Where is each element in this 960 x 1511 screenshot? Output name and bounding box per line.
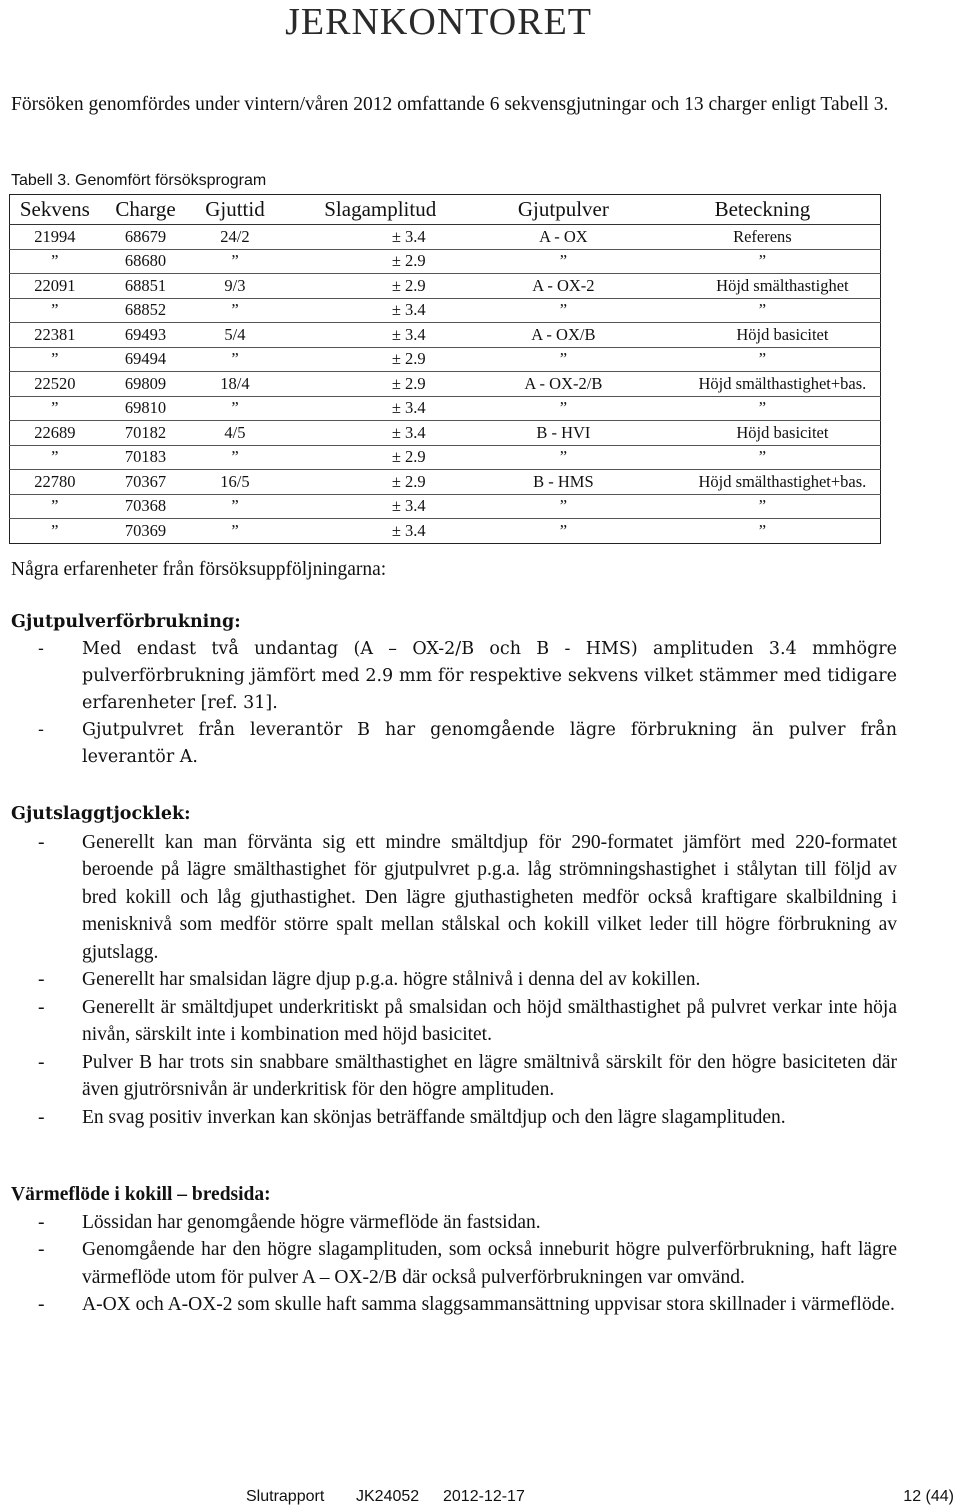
cell-gjutpulver: B - HMS xyxy=(482,470,645,495)
cell-slagamplitud: ± 2.9 xyxy=(279,249,482,274)
cell-gjuttid: ” xyxy=(191,298,278,323)
footer-report: Slutrapport xyxy=(246,1488,325,1505)
cell-sekvens: 22381 xyxy=(10,323,100,348)
list-item: - Generellt har smalsidan lägre djup p.g.a. högre stålnivå i denna del av kokillen. xyxy=(11,966,897,994)
cell-charge: 70367 xyxy=(100,470,192,495)
cell-slagamplitud: ± 2.9 xyxy=(279,372,482,397)
table-header-row xyxy=(10,195,881,225)
cell-gjutpulver: ” xyxy=(482,519,645,544)
table-row xyxy=(10,225,881,250)
cell-gjutpulver: ” xyxy=(482,347,645,372)
cell-slagamplitud: ± 3.4 xyxy=(279,421,482,446)
cell-beteckning: Höjd smälthastighet+bas. xyxy=(645,470,881,495)
cell-sekvens: ” xyxy=(10,298,100,323)
cell-sekvens: ” xyxy=(10,494,100,519)
cell-sekvens: 22520 xyxy=(10,372,100,397)
table-row xyxy=(10,249,881,274)
cell-gjutpulver: ” xyxy=(482,249,645,274)
cell-gjutpulver: ” xyxy=(482,396,645,421)
section-heading: Värmeflöde i kokill – bredsida: xyxy=(11,1184,271,1205)
cell-gjuttid: ” xyxy=(191,249,278,274)
cell-slagamplitud: ± 2.9 xyxy=(279,347,482,372)
col-header-sekvens: Sekvens xyxy=(10,195,100,225)
cell-slagamplitud: ± 3.4 xyxy=(279,396,482,421)
cell-gjuttid: ” xyxy=(191,445,278,470)
cell-gjutpulver: ” xyxy=(482,298,645,323)
cell-slagamplitud: ± 2.9 xyxy=(279,470,482,495)
experiences-intro: Några erfarenheter från försöksuppföljningarna: xyxy=(11,559,387,580)
cell-charge: 68852 xyxy=(100,298,192,323)
cell-beteckning: Höjd smälthastighet xyxy=(645,274,881,299)
cell-gjutpulver: ” xyxy=(482,445,645,470)
table-row xyxy=(10,421,881,446)
cell-gjuttid: ” xyxy=(191,396,278,421)
cell-beteckning: Höjd basicitet xyxy=(645,323,881,348)
cell-sekvens: 22689 xyxy=(10,421,100,446)
cell-sekvens: ” xyxy=(10,445,100,470)
cell-gjutpulver: ” xyxy=(482,494,645,519)
list-item: - Pulver B har trots sin snabbare smälthastighet en lägre smältnivå särskilt för den högre basiciteten där även gjutrörsnivån är underkritisk för den högre amplituden. xyxy=(11,1049,897,1104)
cell-beteckning: ” xyxy=(645,445,881,470)
footer-code: JK24052 xyxy=(356,1488,420,1505)
cell-beteckning: ” xyxy=(645,396,881,421)
section-gjutpulver xyxy=(11,609,897,771)
cell-beteckning: Referens xyxy=(645,225,881,250)
list-item: - En svag positiv inverkan kan skönjas beträffande smältdjup och den lägre slagamplituden. xyxy=(11,1104,897,1132)
footer-date: 2012-12-17 xyxy=(443,1488,525,1505)
cell-gjutpulver: B - HVI xyxy=(482,421,645,446)
cell-beteckning: ” xyxy=(645,519,881,544)
col-header-charge: Charge xyxy=(100,195,192,225)
cell-gjuttid: 16/5 xyxy=(191,470,278,495)
table-row xyxy=(10,298,881,323)
cell-beteckning: Höjd basicitet xyxy=(645,421,881,446)
list-item: - Med endast två undantag (A – OX-2/B och B - HMS) amplituden 3.4 mmhögre pulverförbrukning jämfört med 2.9 mm för respektive sekvens vilket stämmer med tidigare erfarenheter [ref. 31]. xyxy=(11,636,897,717)
cell-charge: 68679 xyxy=(100,225,192,250)
cell-charge: 69810 xyxy=(100,396,192,421)
table-row xyxy=(10,494,881,519)
cell-charge: 68851 xyxy=(100,274,192,299)
section-varmeflode xyxy=(11,1181,897,1319)
cell-sekvens: 22780 xyxy=(10,470,100,495)
list-item: - Gjutpulvret från leverantör B har genomgående lägre förbrukning än pulver från leverantör A. xyxy=(11,717,897,771)
cell-slagamplitud: ± 3.4 xyxy=(279,298,482,323)
cell-slagamplitud: ± 3.4 xyxy=(279,323,482,348)
cell-gjutpulver: A - OX-2 xyxy=(482,274,645,299)
cell-gjutpulver: A - OX/B xyxy=(482,323,645,348)
cell-sekvens: ” xyxy=(10,519,100,544)
jernkontoret-logo: JERNKONTORET xyxy=(285,1,592,43)
cell-gjuttid: ” xyxy=(191,519,278,544)
cell-gjuttid: 4/5 xyxy=(191,421,278,446)
table-row xyxy=(10,396,881,421)
col-header-slagamplitud: Slagamplitud xyxy=(279,195,482,225)
cell-charge: 69809 xyxy=(100,372,192,397)
section-heading: Gjutpulverförbrukning: xyxy=(11,612,241,632)
cell-gjuttid: 18/4 xyxy=(191,372,278,397)
cell-charge: 68680 xyxy=(100,249,192,274)
cell-slagamplitud: ± 3.4 xyxy=(279,225,482,250)
cell-gjuttid: ” xyxy=(191,494,278,519)
cell-sekvens: ” xyxy=(10,347,100,372)
cell-sekvens: 22091 xyxy=(10,274,100,299)
cell-gjuttid: ” xyxy=(191,347,278,372)
cell-charge: 70183 xyxy=(100,445,192,470)
cell-beteckning: ” xyxy=(645,249,881,274)
cell-charge: 70182 xyxy=(100,421,192,446)
table-row xyxy=(10,372,881,397)
list-item: - Lössidan har genomgående högre värmeflöde än fastsidan. xyxy=(11,1209,897,1237)
cell-beteckning: ” xyxy=(645,298,881,323)
table-row xyxy=(10,274,881,299)
cell-slagamplitud: ± 3.4 xyxy=(279,494,482,519)
cell-gjuttid: 24/2 xyxy=(191,225,278,250)
list-item: - Generellt är smältdjupet underkritiskt på smalsidan och höjd smälthastighet på pulvret verkar inte höja nivån, särskilt inte i kombination med höjd basicitet. xyxy=(11,994,897,1049)
section-heading: Gjutslaggtjocklek: xyxy=(11,804,191,824)
cell-gjutpulver: A - OX-2/B xyxy=(482,372,645,397)
cell-beteckning: ” xyxy=(645,494,881,519)
table-row xyxy=(10,347,881,372)
cell-gjuttid: 9/3 xyxy=(191,274,278,299)
cell-beteckning: ” xyxy=(645,347,881,372)
cell-slagamplitud: ± 3.4 xyxy=(279,519,482,544)
intro-paragraph: Försöken genomfördes under vintern/våren 2012 omfattande 6 sekvensgjutningar och 13 charger enligt Tabell 3. xyxy=(11,94,889,115)
list-item: - Genomgående har den högre slagamplituden, som också inneburit högre pulverförbrukning, haft lägre värmeflöde utom för pulver A – OX-2/B där också pulverförbrukningen var omvänd. xyxy=(11,1236,897,1291)
list-item: - Generellt kan man förvänta sig ett mindre smältdjup för 290-formatet jämfört med 220-formatet beroende på lägre smälthastighet för gjutpulvret p.g.a. låg strömningshastighet i stålytan till följd av bred kokill och låg gjuthastighet. Den lägre gjuthastigheten medför också kraftigare skalbildning i menisknivå som medför större spalt mellan stålskal och kokill vilket leder till högre förbrukning av gjutslagg. xyxy=(11,829,897,967)
list-item: - A-OX och A-OX-2 som skulle haft samma slaggsammansättning uppvisar stora skillnader i värmeflöde. xyxy=(11,1291,897,1319)
cell-sekvens: ” xyxy=(10,249,100,274)
cell-sekvens: 21994 xyxy=(10,225,100,250)
cell-charge: 69493 xyxy=(100,323,192,348)
cell-slagamplitud: ± 2.9 xyxy=(279,445,482,470)
table-row xyxy=(10,470,881,495)
cell-gjuttid: 5/4 xyxy=(191,323,278,348)
cell-sekvens: ” xyxy=(10,396,100,421)
table-row xyxy=(10,445,881,470)
cell-beteckning: Höjd smälthastighet+bas. xyxy=(645,372,881,397)
cell-charge: 70368 xyxy=(100,494,192,519)
cell-charge: 70369 xyxy=(100,519,192,544)
cell-slagamplitud: ± 2.9 xyxy=(279,274,482,299)
table-row xyxy=(10,519,881,544)
cell-gjutpulver: A - OX xyxy=(482,225,645,250)
footer-page-number: 12 (44) xyxy=(903,1488,954,1505)
section-gjutslagg xyxy=(11,801,897,1131)
test-program-table xyxy=(9,194,881,544)
col-header-gjutpulver: Gjutpulver xyxy=(482,195,645,225)
col-header-gjuttid: Gjuttid xyxy=(191,195,278,225)
table-caption: Tabell 3. Genomfört försöksprogram xyxy=(11,172,267,189)
cell-charge: 69494 xyxy=(100,347,192,372)
table-row xyxy=(10,323,881,348)
col-header-beteckning: Beteckning xyxy=(645,195,881,225)
